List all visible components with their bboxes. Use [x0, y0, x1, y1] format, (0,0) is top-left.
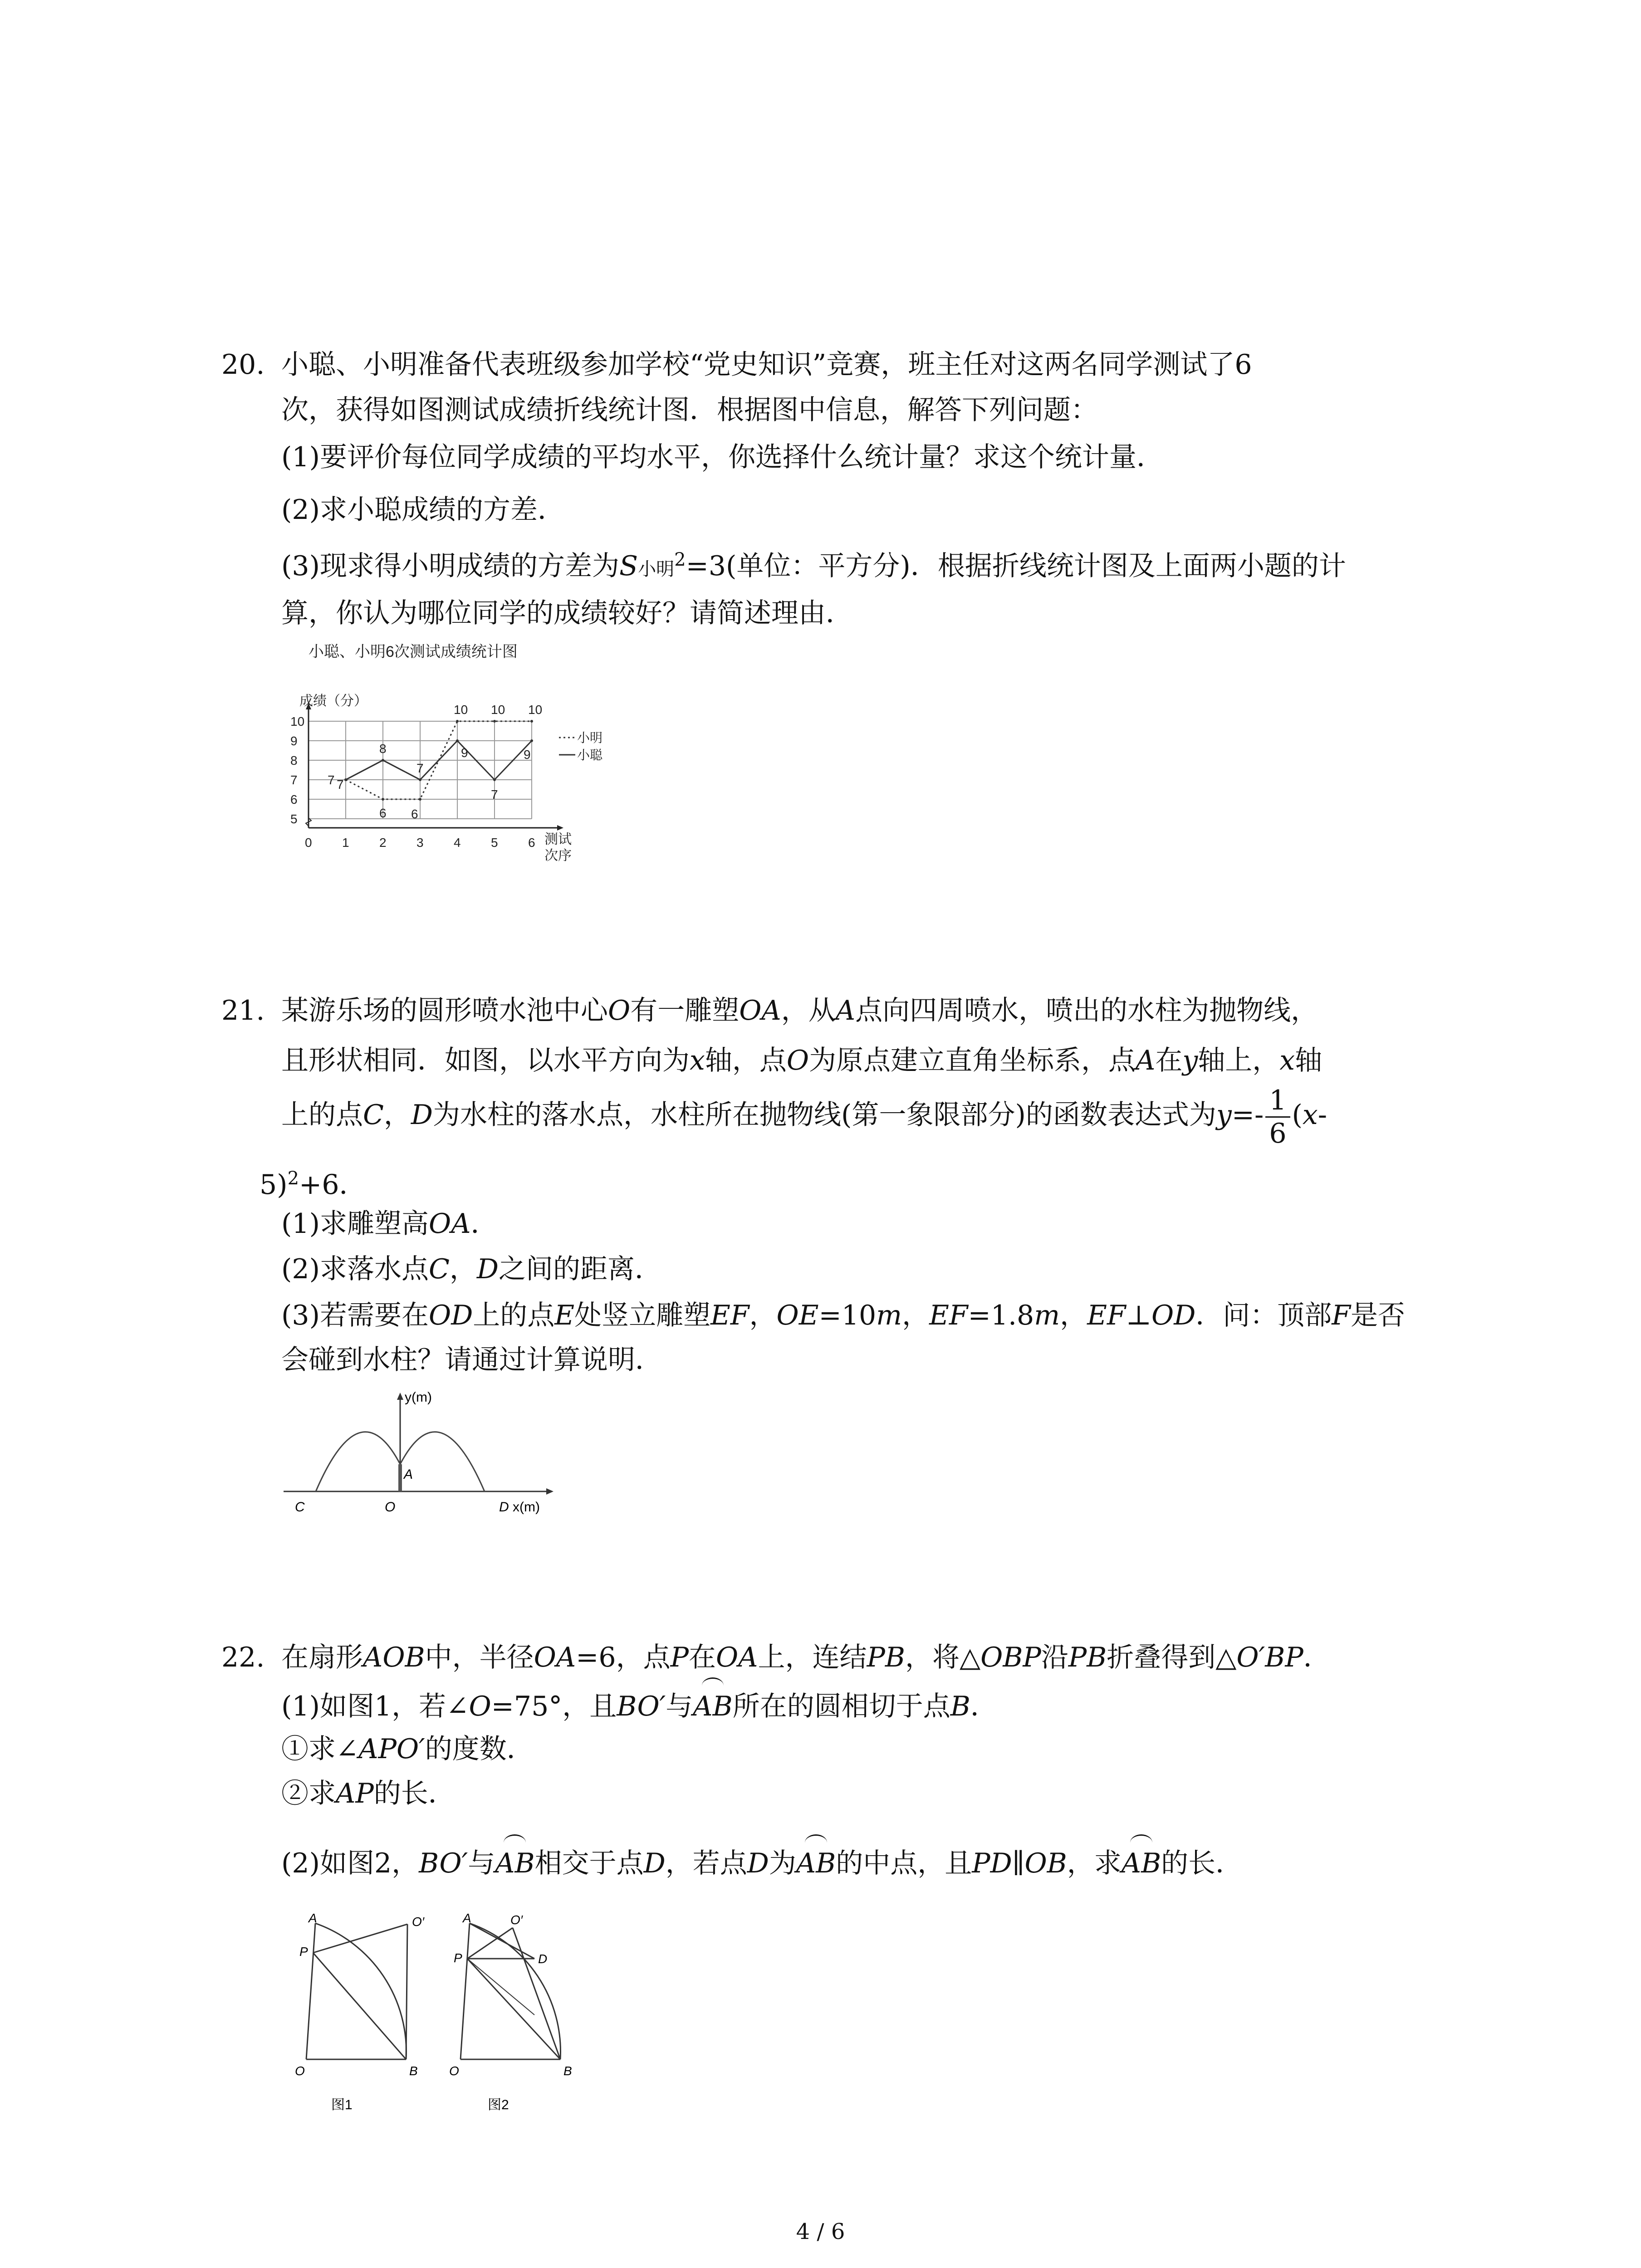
arc-AB: AB: [495, 1846, 534, 1881]
x-axis-arrow: [557, 825, 563, 831]
fountain-parabola-figure: [281, 1388, 572, 1520]
label-C: C: [295, 1500, 305, 1515]
label-A: A: [309, 1911, 317, 1925]
data-point: [382, 798, 384, 801]
sub-question-1: (1)要评价每位同学成绩的平均水平，你选择什么统计量？求这个统计量．: [281, 441, 1164, 473]
label-O: O: [449, 2064, 459, 2078]
question-text: 且形状相同．如图，以水平方向为x轴，点O为原点建立直角坐标系，点A在y轴上，x轴: [281, 1045, 1323, 1076]
y-tick-label: 7: [290, 773, 298, 787]
data-point: [456, 739, 459, 742]
data-point: [530, 739, 533, 742]
x-tick-label: 5: [491, 836, 498, 850]
label-O: O: [295, 2064, 305, 2078]
chart-legend: [559, 731, 603, 762]
x-axis-arrow: [546, 1488, 554, 1495]
y-tick-label: 8: [290, 753, 298, 767]
arc-AB: AB: [693, 1689, 732, 1724]
figure-caption: 图1: [331, 2097, 353, 2112]
segment-PD2: [467, 1959, 534, 2015]
sub-question-3-cont: 算，你认为哪位同学的成绩较好？请简述理由．: [281, 597, 853, 629]
data-label: 10: [454, 703, 468, 717]
sub-question-3: (3)现求得小明成绩的方差为S小明$^2$=3(单位：平方分)．根据折线统计图及上面两小题的计: [281, 549, 1346, 582]
score-line-chart: [272, 640, 617, 866]
question-text: 小聪、小明准备代表班级参加学校“党史知识”竞赛，班主任对这两名同学测试了6: [281, 349, 1252, 381]
x-tick-label: 6: [528, 836, 535, 850]
segment-BO2: [406, 1924, 407, 2059]
label-B: B: [563, 2064, 572, 2078]
data-label: 10: [491, 703, 505, 717]
label-B: B: [409, 2064, 418, 2078]
label-D: D: [499, 1500, 509, 1515]
x-tick-label: 4: [454, 836, 461, 850]
data-label: 7: [328, 773, 335, 787]
label-P: P: [454, 1951, 462, 1965]
chart-ticks: [290, 714, 535, 850]
segment-PB: [313, 1953, 406, 2059]
label-O-prime: O′: [412, 1915, 425, 1929]
data-point: [456, 720, 459, 723]
label-P: P: [299, 1945, 308, 1959]
parabola-left: [316, 1432, 400, 1491]
data-label: 10: [528, 703, 543, 717]
x-tick-label: 0: [305, 836, 312, 850]
segment-OA: [306, 1923, 315, 2059]
question-number: 22.: [221, 1642, 265, 1673]
data-label: 7: [491, 787, 498, 802]
data-point: [344, 778, 347, 781]
label-x: x(m): [513, 1500, 540, 1515]
arc-AB: AB: [1122, 1846, 1161, 1881]
sub-question-2: (2)如图2，BO′与AB相交于点D，若点D为AB的中点，且PD∥OB，求AB的长．: [281, 1846, 1243, 1881]
y-tick-label: 9: [290, 734, 298, 748]
arc-AB-fig1: [315, 1923, 406, 2059]
sub-question-2: (2)求落水点C，D之间的距离．: [281, 1253, 662, 1285]
data-point: [419, 778, 421, 781]
sculpture-OA: [398, 1464, 402, 1491]
question-text: 次，获得如图测试成绩折线统计图．根据图中信息，解答下列问题：: [281, 394, 1098, 426]
sub-question-1-i: ①求∠APO′的度数．: [281, 1733, 534, 1765]
question-text: 某游乐场的圆形喷水池中心O有一雕塑OA，从A点向四周喷水，喷出的水柱为抛物线，: [281, 995, 1318, 1026]
label-D: D: [538, 1952, 548, 1966]
segment-OA: [460, 1923, 470, 2059]
sub-question-1: (1)如图1，若∠O=75°，且BO′与AB所在的圆相切于点B．: [281, 1689, 998, 1724]
x-tick-label: 1: [342, 836, 349, 850]
page-number: 4 / 6: [796, 2219, 845, 2244]
question-text: 5)$^2$+6．: [260, 1168, 367, 1201]
question-text: 在扇形AOB中，半径OA=6，点P在OA上，连结PB，将△OBP沿PB折叠得到△O′BP．: [281, 1642, 1331, 1673]
chart-title: 小聪、小明6次测试成绩统计图: [309, 643, 518, 660]
data-label: 7: [416, 761, 424, 775]
arc-AB-fig2: [470, 1923, 560, 2059]
data-point: [382, 759, 384, 762]
legend-label: 小聪: [577, 748, 603, 762]
data-label: 9: [461, 746, 468, 760]
data-label: 6: [379, 806, 387, 820]
question-number: 21.: [221, 995, 265, 1026]
sub-question-1-ii: ②求AP的长．: [281, 1778, 456, 1809]
legend-label: 小明: [577, 731, 603, 745]
parabola-right: [400, 1432, 485, 1491]
label-y: y(m): [405, 1390, 432, 1405]
y-axis-label: 成绩（分）: [299, 694, 367, 709]
chart-series: [328, 703, 542, 821]
data-point: [419, 798, 421, 801]
sector-figure-2: [436, 1910, 612, 2127]
y-tick-label: 5: [290, 812, 298, 826]
sub-question-3: (3)若需要在OD上的点E处竖立雕塑EF，OE=10m，EF=1.8m，EF⊥OD．问：顶部F是否: [281, 1300, 1405, 1331]
data-label: 9: [524, 748, 531, 762]
x-axis-label: 测试次序: [544, 832, 572, 863]
sub-question-1: (1)求雕塑高OA．: [281, 1208, 498, 1240]
fraction: $\frac{1}{6}$: [1265, 1085, 1290, 1149]
label-O: O: [385, 1500, 396, 1515]
data-label: 6: [411, 807, 418, 821]
sector-figure-1: [281, 1910, 458, 2127]
question-text: 上的点C，D为水柱的落水点，水柱所在抛物线(第一象限部分)的函数表达式为y=- $\frac{1}{6}$ (x-: [281, 1084, 1327, 1149]
y-axis-arrow: [397, 1393, 403, 1400]
segment-AD: [470, 1923, 534, 1959]
label-A: A: [404, 1467, 413, 1482]
data-point: [530, 720, 533, 723]
question-number: 20.: [221, 349, 265, 381]
data-label: 8: [379, 742, 387, 756]
label-O-prime: O′: [510, 1913, 523, 1927]
sub-question-3-cont: 会碰到水柱？请通过计算说明．: [281, 1344, 662, 1376]
segment-BO2: [513, 1928, 560, 2059]
y-tick-label: 10: [290, 714, 305, 728]
data-point: [493, 778, 496, 781]
segment-PB: [467, 1959, 560, 2059]
x-tick-label: 2: [379, 836, 387, 850]
chart-axes: [306, 703, 563, 831]
x-tick-label: 3: [416, 836, 424, 850]
label-A: A: [463, 1911, 471, 1925]
sub-question-2: (2)求小聪成绩的方差．: [281, 494, 565, 526]
data-label: 7: [337, 777, 344, 792]
arc-AB: AB: [796, 1846, 836, 1881]
data-point: [493, 720, 496, 723]
y-tick-label: 6: [290, 792, 298, 807]
figure-caption: 图2: [488, 2097, 509, 2112]
